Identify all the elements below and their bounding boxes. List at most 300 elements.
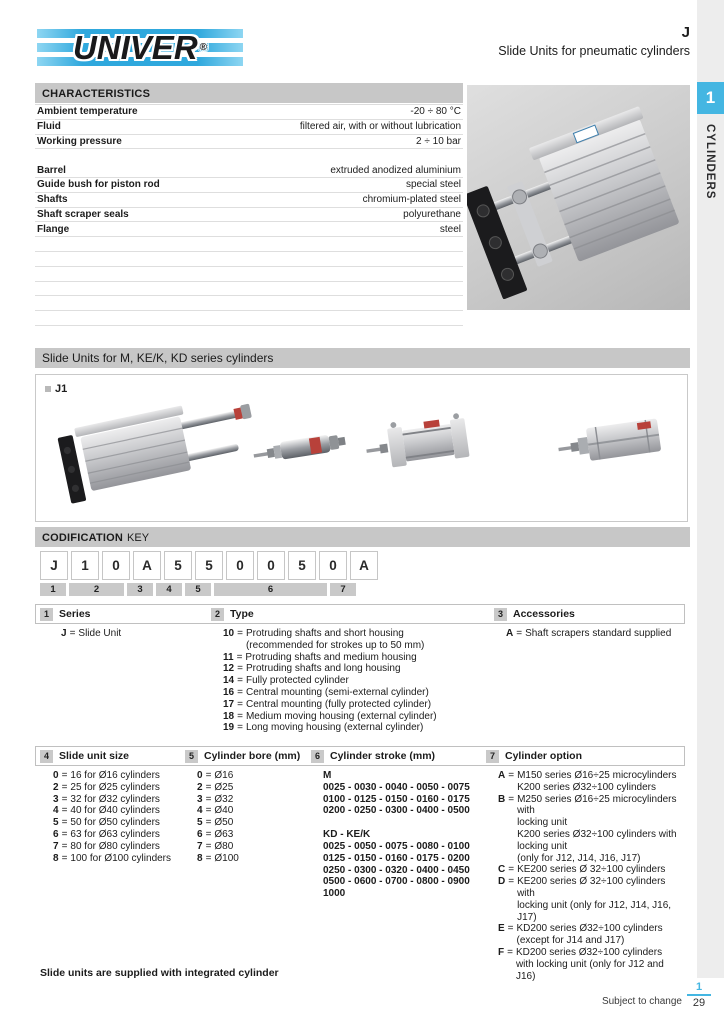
- text-line: locking unit: [517, 840, 568, 852]
- key-item: [197, 782, 239, 794]
- item-description: [214, 770, 233, 782]
- item-description: [517, 923, 663, 947]
- characteristics-table: [35, 104, 463, 326]
- equals-sign: =: [237, 663, 243, 675]
- item-code: 17: [223, 698, 235, 710]
- stroke-series-name: KD - KE/K: [323, 829, 371, 841]
- key-item: [223, 722, 437, 734]
- characteristics-row: [35, 222, 463, 237]
- characteristic-value: special steel: [405, 179, 461, 191]
- key-item: [53, 782, 171, 794]
- item-code: 7: [53, 840, 59, 852]
- characteristics-row: [35, 208, 463, 223]
- cylinder-stroke-title: Cylinder stroke (mm): [330, 750, 436, 762]
- text-line: 0200 - 0250 - 0300 - 0400 - 0500: [323, 805, 470, 817]
- empty-row: [35, 311, 463, 326]
- item-code: 2: [53, 781, 59, 793]
- page-number-chapter: 1: [695, 981, 703, 993]
- key-item: [53, 853, 171, 865]
- item-description: [246, 722, 423, 734]
- bullet-square-icon: [45, 386, 51, 392]
- item-description: [517, 794, 685, 865]
- text-line: K200 series Ø32÷100 cylinders: [517, 781, 656, 793]
- equals-sign: =: [205, 770, 212, 781]
- cylinder-stroke-groups: [323, 770, 470, 912]
- characteristics-row: [35, 178, 463, 193]
- table-header-slide-unit-size: [40, 749, 129, 763]
- item-description: [246, 711, 437, 723]
- key-item: [53, 794, 171, 806]
- equals-sign: =: [237, 722, 243, 734]
- stroke-values: [323, 841, 470, 900]
- item-code: 8: [197, 852, 203, 864]
- equals-sign: =: [205, 805, 212, 817]
- characteristics-row: [35, 193, 463, 208]
- key-item: [223, 652, 437, 664]
- item-code: 12: [223, 663, 235, 675]
- key-item: [498, 864, 685, 876]
- equals-sign: =: [508, 864, 515, 876]
- text-line: (only for J12, J14, J16, J17): [517, 852, 641, 864]
- cylinder-option-title: Cylinder option: [505, 750, 582, 762]
- item-code: 3: [197, 793, 203, 805]
- text-line: 0125 - 0150 - 0160 - 0175 - 0200: [323, 852, 470, 864]
- item-code: J: [61, 628, 67, 639]
- item-code: 14: [223, 675, 235, 687]
- equals-sign: =: [237, 698, 243, 710]
- item-description: [214, 841, 233, 853]
- text-line: 25 for Ø25 cylinders: [70, 781, 160, 793]
- text-line: (recommended for strokes up to 50 mm): [245, 639, 425, 651]
- key-item: [223, 687, 437, 699]
- item-description: [517, 770, 676, 794]
- codification-title-light: KEY: [127, 532, 150, 544]
- stroke-series-name: M: [323, 770, 332, 781]
- text-line: Fully protected cylinder: [245, 675, 349, 687]
- characteristic-label: Ambient temperature: [37, 106, 138, 118]
- cylinder-stroke-number-tag: 6: [311, 750, 324, 763]
- code-character-box: 0: [102, 551, 130, 580]
- kd-cylinder-thumbnail: [556, 409, 672, 473]
- characteristic-label: Barrel: [37, 164, 66, 176]
- key-item: [223, 663, 437, 675]
- equals-sign: =: [516, 628, 523, 639]
- code-character-box: A: [133, 551, 161, 580]
- item-description: [70, 829, 160, 841]
- equals-sign: =: [237, 628, 243, 639]
- stroke-group: [323, 770, 470, 817]
- j1-product-panel: [35, 374, 688, 522]
- equals-sign: =: [61, 793, 68, 805]
- key-item: [197, 805, 239, 817]
- chapter-label: CYLINDERS: [704, 124, 716, 200]
- key-item: [498, 876, 685, 923]
- equals-sign: =: [237, 710, 243, 722]
- slide-unit-size-items: [53, 770, 171, 864]
- text-line: 0100 - 0125 - 0150 - 0160 - 0175: [323, 793, 470, 805]
- text-line: 50 for Ø50 cylinders: [70, 817, 160, 829]
- item-code: A: [506, 628, 514, 639]
- text-line: Ø32: [214, 793, 234, 805]
- characteristic-label: Shafts: [37, 194, 68, 206]
- logo-text: [37, 24, 243, 71]
- text-line: 1000: [323, 888, 346, 900]
- characteristic-value: polyurethane: [403, 208, 461, 220]
- kek-cylinder-thumbnail: [364, 407, 476, 479]
- key-item: [223, 675, 437, 687]
- item-description: [70, 782, 160, 794]
- characteristic-value: 2 ÷ 10 bar: [416, 135, 461, 147]
- empty-row: [35, 267, 463, 282]
- codification-header: [35, 527, 690, 547]
- key-item: [53, 841, 171, 853]
- equals-sign: =: [508, 793, 515, 805]
- item-code: 5: [197, 817, 203, 829]
- equals-sign: =: [507, 923, 514, 935]
- characteristics-row: [35, 163, 463, 178]
- code-group-number: 1: [40, 583, 66, 596]
- item-code: E: [498, 923, 505, 935]
- equals-sign: =: [61, 805, 68, 817]
- characteristic-label: Working pressure: [37, 135, 122, 147]
- text-line: Central mounting (fully protected cylinder): [245, 698, 432, 710]
- item-description: [245, 652, 416, 664]
- accessories-number-tag: 3: [494, 608, 507, 621]
- text-line: with locking unit (only for J12 and J16): [515, 958, 664, 982]
- cylinder-bore-items: [197, 770, 239, 864]
- characteristics-header: [35, 83, 463, 103]
- key-item: [223, 628, 437, 652]
- slide-unit-size-title: Slide unit size: [59, 750, 130, 762]
- key-item: [197, 770, 239, 782]
- code-character-box: J: [40, 551, 68, 580]
- item-description: [70, 853, 171, 865]
- code-group-number: 5: [185, 583, 211, 596]
- item-code: 18: [223, 710, 235, 722]
- item-code: C: [498, 864, 506, 876]
- equals-sign: =: [508, 876, 515, 888]
- code-boxes: [40, 551, 378, 580]
- item-code: 0: [53, 770, 59, 781]
- equals-sign: =: [205, 852, 212, 864]
- series-items: [61, 628, 121, 640]
- item-code: 4: [197, 805, 203, 817]
- equals-sign: =: [61, 781, 68, 793]
- characteristic-value: -20 ÷ 80 °C: [410, 106, 461, 118]
- text-line: Ø80: [214, 840, 234, 852]
- text-line: 63 for Ø63 cylinders: [70, 828, 160, 840]
- key-item: [197, 853, 239, 865]
- item-description: [214, 782, 233, 794]
- table-header-cylinder-option: [486, 749, 582, 763]
- key-item: [53, 817, 171, 829]
- item-code: 7: [197, 840, 203, 852]
- cylinder-option-number-tag: 7: [486, 750, 499, 763]
- series-section-title: Slide Units for M, KE/K, KD series cylinders: [42, 351, 274, 365]
- slide-unit-illustration: [467, 85, 690, 310]
- text-line: Ø50: [214, 817, 234, 829]
- text-line: Ø25: [214, 781, 234, 793]
- item-code: B: [498, 793, 506, 805]
- characteristic-value: steel: [439, 223, 461, 235]
- text-line: Slide Unit: [78, 628, 122, 639]
- equals-sign: =: [205, 828, 212, 840]
- characteristic-label: Flange: [37, 223, 70, 235]
- code-character-box: 0: [226, 551, 254, 580]
- model-label: [45, 383, 67, 395]
- model-name: J1: [55, 383, 68, 395]
- code-character-box: 0: [319, 551, 347, 580]
- item-code: 0: [197, 770, 203, 781]
- characteristics-rows-materials: [35, 163, 463, 237]
- text-line: 16 for Ø16 cylinders: [70, 770, 160, 781]
- equals-sign: =: [205, 793, 212, 805]
- item-code: A: [498, 770, 506, 781]
- integrated-cylinder-note: Slide units are supplied with integrated cylinder: [40, 967, 279, 979]
- item-code: 6: [53, 828, 59, 840]
- item-description: [525, 628, 671, 640]
- key-item: [197, 794, 239, 806]
- text-line: Protruding shafts and short housing: [245, 628, 404, 639]
- equals-sign: =: [237, 686, 243, 698]
- characteristic-label: Fluid: [37, 121, 61, 133]
- item-code: F: [498, 946, 505, 958]
- key-item: [53, 829, 171, 841]
- characteristic-label: Shaft scraper seals: [37, 208, 129, 220]
- key-item: [223, 699, 437, 711]
- equals-sign: =: [61, 828, 68, 840]
- text-line: Ø16: [214, 770, 234, 781]
- item-description: [214, 805, 233, 817]
- univer-logo: [37, 24, 243, 71]
- key-tables-row1-header: [35, 604, 685, 624]
- series-title: Series: [59, 608, 91, 620]
- code-group-labels: [40, 583, 356, 596]
- equals-sign: =: [61, 852, 68, 864]
- code-group-number: 6: [214, 583, 327, 596]
- table-header-accessories: [494, 607, 575, 621]
- text-line: 0500 - 0600 - 0700 - 0800 - 0900: [323, 876, 470, 888]
- item-code: 19: [223, 722, 235, 734]
- characteristics-rows-physical: [35, 105, 463, 149]
- text-line: (except for J14 and J17): [516, 935, 625, 947]
- item-code: 5: [53, 817, 59, 829]
- text-line: KD200 series Ø32÷100 cylinders: [516, 923, 663, 935]
- equals-sign: =: [507, 946, 513, 958]
- equals-sign: =: [236, 651, 243, 663]
- key-item: [498, 947, 685, 982]
- equals-sign: =: [61, 770, 68, 781]
- item-description: [214, 853, 238, 865]
- code-character-box: 5: [195, 551, 223, 580]
- characteristic-label: Guide bush for piston rod: [37, 179, 160, 191]
- code-group-number: 7: [330, 583, 356, 596]
- text-line: Medium moving housing (external cylinder): [245, 710, 437, 722]
- code-group-number: 3: [127, 583, 153, 596]
- equals-sign: =: [205, 840, 212, 852]
- cylinder-bore-number-tag: 5: [185, 750, 198, 763]
- empty-row: [35, 252, 463, 267]
- empty-row: [35, 237, 463, 252]
- item-code: 11: [223, 651, 234, 663]
- item-code: 10: [223, 628, 235, 639]
- cylinder-bore-title: Cylinder bore (mm): [204, 750, 301, 762]
- equals-sign: =: [61, 817, 68, 829]
- equals-sign: =: [205, 781, 212, 793]
- item-description: [246, 699, 431, 711]
- chapter-number-tab: 1: [697, 82, 724, 114]
- code-character-box: 1: [71, 551, 99, 580]
- item-description: [246, 687, 429, 699]
- code-character-box: 0: [257, 551, 285, 580]
- item-code: 6: [197, 828, 203, 840]
- text-line: M150 series Ø16÷25 microcylinders: [517, 770, 677, 781]
- item-description: [516, 947, 685, 982]
- text-line: Long moving housing (external cylinder): [245, 722, 424, 734]
- document-code: J: [681, 24, 690, 41]
- accessories-items: [506, 628, 671, 640]
- item-code: 3: [53, 793, 59, 805]
- code-group-number: 4: [156, 583, 182, 596]
- item-description: [70, 794, 160, 806]
- key-item: [197, 829, 239, 841]
- page-number-page: 29: [692, 997, 706, 1009]
- characteristics-title: CHARACTERISTICS: [42, 88, 151, 100]
- text-line: locking unit (only for J12, J14, J16, J17): [517, 899, 672, 923]
- chapter-sidebar: [697, 0, 724, 978]
- code-character-box: A: [350, 551, 378, 580]
- text-line: 32 for Ø32 cylinders: [70, 793, 160, 805]
- item-description: [214, 817, 233, 829]
- equals-sign: =: [69, 628, 76, 639]
- item-description: [78, 628, 121, 640]
- table-header-series: [40, 607, 91, 621]
- page-number: [687, 981, 711, 1009]
- item-code: 8: [53, 852, 59, 864]
- text-line: 80 for Ø80 cylinders: [70, 840, 160, 852]
- characteristic-value: extruded anodized aluminium: [330, 164, 461, 176]
- key-item: [498, 794, 685, 865]
- key-item: [197, 817, 239, 829]
- item-description: [70, 805, 160, 817]
- slide-unit-thumbnail: [56, 397, 261, 509]
- equals-sign: =: [508, 770, 515, 781]
- series-section-header: [35, 348, 690, 368]
- text-line: locking unit: [517, 817, 568, 829]
- item-code: 16: [223, 686, 235, 698]
- item-description: [246, 628, 424, 652]
- characteristic-value: filtered air, with or without lubrication: [299, 121, 461, 133]
- slide-unit-photo: [467, 85, 690, 310]
- codification-title-strong: CODIFICATION: [42, 532, 124, 544]
- item-code: 4: [53, 805, 59, 817]
- empty-row: [35, 282, 463, 297]
- text-line: KD200 series Ø32÷100 cylinders: [515, 946, 663, 958]
- text-line: M250 series Ø16÷25 microcylinders with: [517, 793, 677, 817]
- equals-sign: =: [205, 817, 212, 829]
- text-line: KE200 series Ø 32÷100 cylinders with: [517, 876, 666, 899]
- code-character-box: 5: [164, 551, 192, 580]
- text-line: Ø40: [214, 805, 234, 817]
- text-line: 40 for Ø40 cylinders: [70, 805, 160, 817]
- item-description: [246, 675, 349, 687]
- subject-to-change-note: Subject to change: [601, 996, 682, 1007]
- text-line: 0250 - 0300 - 0320 - 0400 - 0450: [323, 864, 470, 876]
- characteristics-spacer-row: [35, 149, 463, 163]
- table-header-cylinder-stroke: [311, 749, 435, 763]
- text-line: 0025 - 0050 - 0075 - 0080 - 0100: [323, 840, 470, 852]
- text-line: Shaft scrapers standard supplied: [525, 628, 672, 639]
- key-item: [61, 628, 121, 640]
- type-title: Type: [230, 608, 254, 620]
- logo-wordmark: UNIVER: [72, 28, 198, 66]
- key-item: [223, 711, 437, 723]
- code-character-box: 5: [288, 551, 316, 580]
- type-items: [223, 628, 437, 734]
- cylinder-option-items: [498, 770, 685, 982]
- key-item: [498, 770, 685, 794]
- characteristics-section: [35, 83, 463, 326]
- page-number-divider: [687, 994, 711, 996]
- key-item: [53, 770, 171, 782]
- registered-mark: ®: [199, 42, 208, 53]
- text-line: Ø100: [214, 852, 239, 864]
- key-item: [197, 841, 239, 853]
- item-description: [517, 864, 665, 876]
- table-header-type: [211, 607, 254, 621]
- characteristics-row: [35, 135, 463, 150]
- empty-row: [35, 296, 463, 311]
- text-line: Central mounting (semi-external cylinder): [245, 686, 429, 698]
- slide-unit-size-number-tag: 4: [40, 750, 53, 763]
- item-description: [517, 876, 685, 923]
- key-tables-row1: [35, 604, 685, 739]
- key-item: [506, 628, 671, 640]
- table-header-cylinder-bore: [185, 749, 300, 763]
- text-line: Protruding shafts and long housing: [245, 663, 401, 675]
- text-line: Protruding shafts and medium housing: [245, 651, 417, 663]
- item-description: [70, 841, 160, 853]
- stroke-group: [323, 829, 470, 900]
- code-group-number: 2: [69, 583, 124, 596]
- item-description: [70, 770, 160, 782]
- item-code: D: [498, 876, 506, 888]
- characteristic-value: chromium-plated steel: [362, 194, 461, 206]
- key-item: [498, 923, 685, 947]
- item-description: [214, 794, 233, 806]
- key-tables-row2-header: [35, 746, 685, 766]
- text-line: K200 series Ø32÷100 cylinders with: [517, 828, 677, 840]
- equals-sign: =: [61, 840, 68, 852]
- equals-sign: =: [237, 675, 243, 687]
- characteristics-row: [35, 105, 463, 120]
- stroke-values: [323, 782, 470, 817]
- document-subtitle: Slide Units for pneumatic cylinders: [498, 44, 690, 58]
- item-code: 2: [197, 781, 203, 793]
- accessories-title: Accessories: [513, 608, 575, 620]
- item-description: [246, 663, 401, 675]
- m-microcylinder-thumbnail: [251, 417, 355, 481]
- text-line: Ø63: [214, 828, 234, 840]
- key-item: [53, 805, 171, 817]
- text-line: 0025 - 0030 - 0040 - 0050 - 0075: [323, 781, 470, 793]
- text-line: KE200 series Ø 32÷100 cylinders: [517, 864, 666, 876]
- item-description: [214, 829, 233, 841]
- type-number-tag: 2: [211, 608, 224, 621]
- characteristics-row: [35, 120, 463, 135]
- series-number-tag: 1: [40, 608, 53, 621]
- item-description: [70, 817, 160, 829]
